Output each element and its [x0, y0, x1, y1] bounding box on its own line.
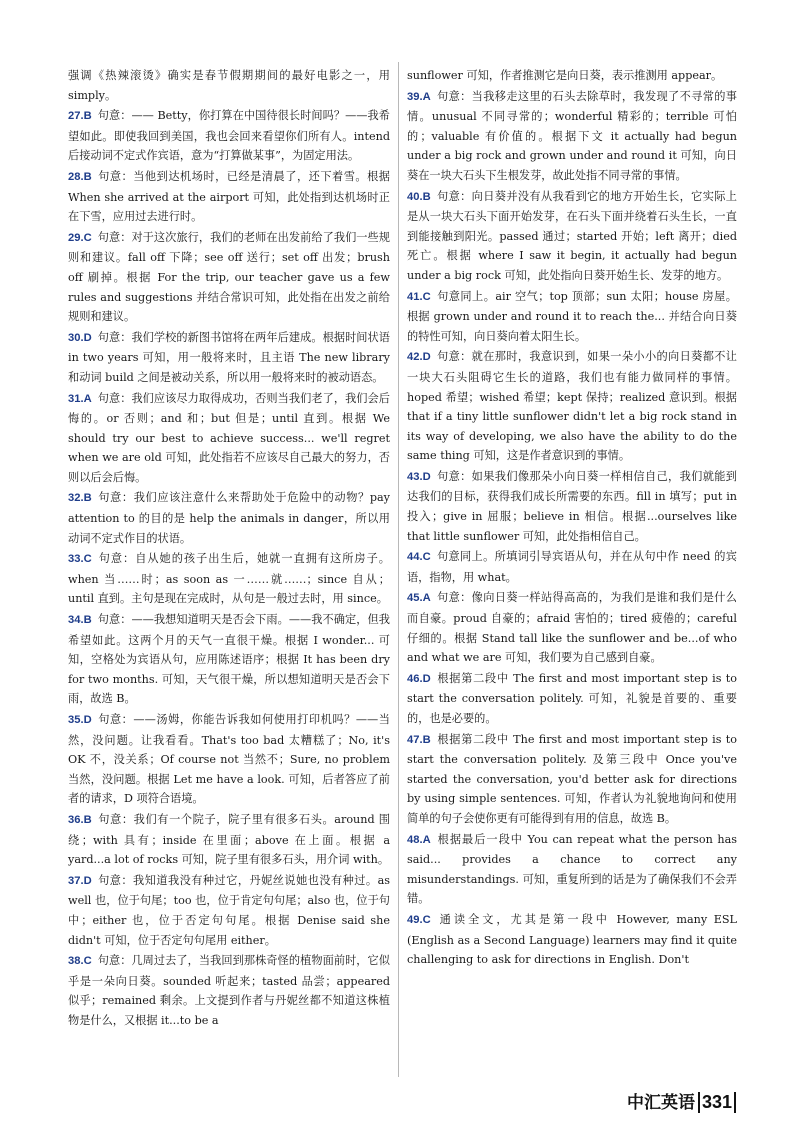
answer-entry: [407, 87, 737, 186]
question-number: 37.: [68, 874, 84, 887]
answer-entry: [68, 871, 390, 950]
answer-entry: [407, 910, 737, 970]
question-number: 39.: [407, 90, 423, 103]
question-number: 36.: [68, 813, 84, 826]
explanation-text: 句意：我们应该注意什么来帮助处于危险中的动物？pay attention to 的目的是 help the animals in danger，所以用动词不定式作目的状语。: [68, 491, 390, 545]
page-footer: [627, 1088, 736, 1113]
answer-letter: C: [422, 913, 431, 926]
question-number: 30.: [68, 331, 84, 344]
answer-letter: A: [422, 90, 431, 103]
explanation-text: 通读全文，尤其是第一段中 However, many ESL (English as a Second Language) learners may find it quite challenging to ask for directions in English. Don't: [407, 912, 737, 967]
answer-entry: [68, 549, 390, 609]
explanation-text: 根据第二段中 The first and most important step is to start the conversation politely. 可知，礼貌是首要的、重要的，也是必要的。: [407, 671, 737, 725]
answer-entry: [68, 66, 390, 105]
explanation-text: 句意：我知道我没有种过它，丹妮丝说她也没有种过。as well 也，位于句尾；too 也，位于肯定句句尾；also 也，位于句中；either 也，位于否定句句尾。根据 Denise said she didn't 可知，位于否定句句尾用 either。: [68, 873, 390, 947]
answer-entry: [68, 710, 390, 809]
column-divider: [398, 62, 399, 1077]
answer-entry: [68, 389, 390, 488]
answer-letter: C: [83, 231, 92, 244]
explanation-text: 句意：我们学校的新图书馆将在两年后建成。根据时间状语 in two years 可知，用一般将来时，且主语 The new library 和动词 build 之间是被动关系，所以用一般将来时的被动语态。: [68, 330, 390, 384]
explanation-text: 句意：像向日葵一样站得高高的，为我们是谁和我们是什么而自豪。proud 自豪的；afraid 害怕的；tired 疲倦的；careful 仔细的。根据 Stand tall like the sunflower and be...of who and what we are 可知，我们要为自己感到自豪。: [407, 591, 737, 665]
explanation-text: 根据最后一段中 You can repeat what the person has said... provides a chance to correct any misunderstandings. 可知，重复所到的话是为了确保我们不会弄错。: [407, 832, 737, 906]
question-number: 27.: [68, 110, 84, 123]
answer-letter: D: [83, 331, 92, 344]
explanation-text: 句意：当我移走这里的石头去除草时，我发现了不寻常的事情。unusual 不同寻常的；wonderful 精彩的；terrible 可怕的；valuable 有价值的。根据下文 it actually had begun under a big rock and grown under and round it 可知，向日葵在一块大石头下生根发芽，故此处指不同寻常的事情。: [407, 89, 737, 182]
explanation-text: 句意：就在那时，我意识到，如果一朵小小的向日葵都不让一块大石头阻碍它生长的道路，我们也有能力做同样的事情。hoped 希望；wished 希望；kept 保持；realized 意识到。根据 that if a tiny little sunflower didn't let a big rock stand in its way of developing, we also have the ability to do the same thing 可知，这是作者意识到的事情。: [407, 350, 737, 463]
question-number: 40.: [407, 190, 423, 203]
answer-letter: C: [422, 551, 431, 564]
answer-entry: [68, 328, 390, 388]
explanation-text: 句意：—— Betty，你打算在中国待很长时间吗？——我希望如此。即使我回到美国，我也会回来看望你们所有人。intend 后接动词不定式作宾语，意为“打算做某事”，为固定用法。: [68, 109, 390, 163]
right-column: [407, 66, 737, 971]
explanation-text: sunflower 可知，作者推测它是向日葵，表示推测用 appear。: [407, 69, 723, 82]
answer-entry: [68, 167, 390, 227]
answer-letter: B: [422, 733, 431, 746]
answer-letter: A: [422, 833, 431, 846]
explanation-text: 句意：我们应该尽力取得成功，否则当我们老了，我们会后悔的。or 否则；and 和；but 但是；until 直到。根据 We should try our best to achieve success... we'll regret when we are old 可知，此处指若不应该尽自己最大的努力，否则以后会后悔。: [68, 391, 390, 484]
answer-entry: [407, 730, 737, 829]
question-number: 46.: [407, 672, 423, 685]
explanation-text: 句意：几周过去了，当我回到那株奇怪的植物面前时，它似乎是一朵向日葵。sounded 听起来；tasted 品尝；appeared 似乎；remained 剩余。上文提到作者与丹妮丝都不知道这株植物是什么，又根据 it...to be a: [68, 954, 390, 1027]
question-number: 49.: [407, 913, 423, 926]
answer-entry: [407, 547, 737, 587]
question-number: 38.: [68, 955, 84, 968]
explanation-text: 句意：如果我们像那朵小向日葵一样相信自己，我们就能到达我们的目标，获得我们成长所需要的东西。fill in 填写；put in 投入；give in 屈服；believe in 相信。根据...ourselves like that little sunflower 可知，此处指相信自己。: [407, 469, 737, 543]
answer-letter: B: [83, 170, 92, 183]
question-number: 48.: [407, 833, 423, 846]
explanation-text: 强调《热辣滚烫》确实是春节假期期间的最好电影之一，用 simply。: [68, 69, 390, 102]
answer-entry: [407, 467, 737, 546]
answer-letter: C: [422, 290, 431, 303]
answer-letter: A: [422, 592, 431, 605]
question-number: 43.: [407, 470, 423, 483]
answer-entry: [407, 287, 737, 347]
question-number: 44.: [407, 551, 423, 564]
answer-entry: [407, 347, 737, 466]
question-number: 28.: [68, 170, 84, 183]
answer-letter: D: [83, 874, 92, 887]
question-number: 45.: [407, 592, 423, 605]
explanation-text: 句意：我们有一个院子，院子里有很多石头。around 围绕；with 具有；inside 在里面；above 在上面。根据 a yard...a lot of rocks 可知，院子里有很多石头，用介词 with。: [68, 812, 390, 867]
answer-letter: D: [422, 672, 431, 685]
question-number: 42.: [407, 351, 423, 364]
answer-entry: [407, 187, 737, 286]
answer-letter: C: [83, 553, 92, 566]
question-number: 47.: [407, 733, 423, 746]
explanation-text: 句意：自从她的孩子出生后，她就一直拥有这所房子。when 当……时；as soon as 一……就……；since 自从；until 直到。主句是现在完成时，从句是一般过去时，用 since。: [68, 552, 390, 606]
answer-letter: D: [83, 714, 92, 726]
answer-entry: [68, 228, 390, 327]
answer-entry: [407, 669, 737, 729]
answer-letter: B: [83, 813, 92, 826]
answer-letter: B: [83, 492, 92, 505]
footer-brand: 中汇英语: [626, 1093, 695, 1112]
question-number: 31.: [68, 392, 84, 405]
answer-entry: [68, 488, 390, 548]
answer-letter: B: [83, 110, 92, 123]
explanation-text: 句意同上。所填词引导宾语从句，并在从句中作 need 的宾语，指物，用 what。: [407, 550, 737, 584]
answer-letter: A: [83, 392, 92, 405]
answer-entry: [68, 106, 390, 166]
question-number: 32.: [68, 492, 84, 505]
answer-entry: [407, 588, 737, 667]
answer-entry: [68, 951, 390, 1030]
question-number: 29.: [68, 231, 84, 244]
question-number: 34.: [68, 614, 84, 627]
explanation-text: 句意：——汤姆，你能告诉我如何使用打印机吗？——当然，没问题。让我看看。That's too bad 太糟糕了；No, it's OK 不，没关系；Of course not 当然不；Sure, no problem 当然，没问题。根据 Let me have a look. 可知，后者答应了前者的请求，D 项符合语境。: [68, 713, 390, 806]
question-number: 33.: [68, 553, 84, 566]
answer-entry: [407, 66, 737, 86]
explanation-text: 句意：当他到达机场时，已经是清晨了，还下着雪。根据 When she arrived at the airport 可知，此处指到达机场时正在下雪，应用过去进行时。: [68, 169, 390, 224]
page-number: 331: [698, 1092, 736, 1113]
answer-letter: B: [422, 190, 431, 203]
explanation-text: 根据第二段中 The first and most important step is to start the conversation politely. 及第三段中 Once you've started the conversation, you'd better ask for directions by using simple sentences. 可知，作者认为礼貌地询问和使用简单的句子会使你更有可能得到有用的信息，故选 B。: [407, 732, 737, 825]
explanation-text: 句意：——我想知道明天是否会下雨。——我不确定，但我希望如此。这两个月的天气一直很干燥。根据 I wonder... 可知，空格处为宾语从句，应用陈述语序；根据 It has been dry for two months. 可知，天气很干燥，所以想知道明天是否会下雨，故选 B。: [68, 613, 390, 706]
answer-entry: [68, 810, 390, 870]
answer-letter: B: [83, 614, 92, 627]
answer-letter: D: [422, 470, 431, 483]
answer-letter: D: [422, 351, 431, 364]
answer-letter: C: [83, 955, 92, 968]
answer-entry: [68, 610, 390, 709]
left-column: [68, 66, 390, 1032]
question-number: 41.: [407, 290, 423, 303]
explanation-text: 句意同上。air 空气；top 顶部；sun 太阳；house 房屋。根据 grown under and round it to reach the... 并结合向日葵的特性可知，向日葵向着太阳生长。: [407, 289, 737, 343]
question-number: 35.: [68, 714, 84, 726]
explanation-text: 句意：向日葵并没有从我看到它的地方开始生长，它实际上是从一块大石头下面开始发芽，在石头下面并绕着石头生长，一直到能接触到阳光。passed 通过；started 开始；left 离开；died 死亡。根据 where I saw it begin, it actually had begun under a big rock 可知，此处指向日葵开始生长、发芽的地方。: [407, 189, 737, 282]
explanation-text: 句意：对于这次旅行，我们的老师在出发前给了我们一些规则和建议。fall off 下降；see off 送行；set off 出发；brush off 刷掉。根据 For the trip, our teacher gave us a few rules and suggestions 并结合常识可知，此处指在出发之前给规则和建议。: [68, 230, 390, 324]
answer-entry: [407, 830, 737, 909]
